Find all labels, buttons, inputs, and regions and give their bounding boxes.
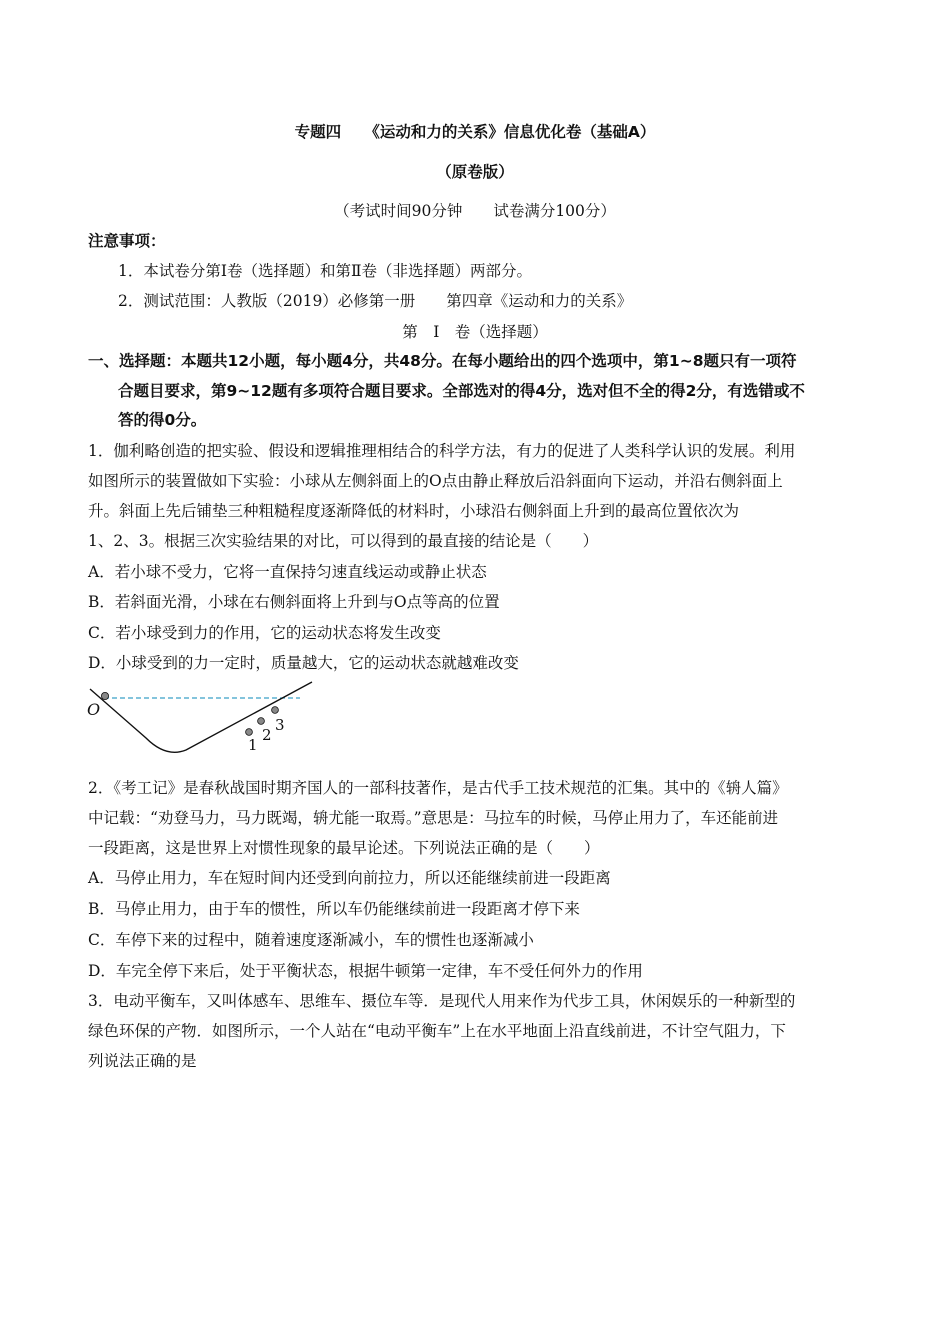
- exam-info: （考试时间90分钟 试卷满分100分）: [334, 202, 616, 220]
- q1-option-d: D．小球受到的力一定时，质量越大，它的运动状态就越难改变: [88, 654, 519, 672]
- section-instructions-line-3: 答的得0分。: [118, 411, 207, 429]
- ball-position-3: [272, 707, 279, 714]
- label-3: 3: [275, 716, 285, 734]
- q2-stem-line-1: 2．《考工记》是春秋战国时期齐国人的一部科技著作，是古代手工技术规范的汇集。其中的《辀人篇》: [88, 779, 788, 797]
- q1-option-a: A．若小球不受力，它将一直保持匀速直线运动或静止状态: [88, 563, 487, 581]
- ball-position-1: [246, 729, 253, 736]
- q2-option-d: D．车完全停下来后，处于平衡状态，根据牛顿第一定律，车不受任何外力的作用: [88, 962, 643, 980]
- q1-stem-line-4: 1、2、3。根据三次实验结果的对比，可以得到的最直接的结论是（ ）: [88, 532, 599, 550]
- label-2: 2: [262, 726, 272, 744]
- label-1: 1: [248, 736, 258, 754]
- q3-stem-line-1: 3．电动平衡车，又叫体感车、思维车、摄位车等．是现代人用来作为代步工具，休闲娱乐的一种新型的: [88, 992, 796, 1010]
- q2-stem-line-3: 一段距离，这是世界上对惯性现象的最早论述。下列说法正确的是（ ）: [88, 839, 600, 857]
- q1-ramp-figure: [86, 678, 321, 758]
- paper-subtitle: （原卷版）: [436, 163, 514, 181]
- q3-stem-line-2: 绿色环保的产物．如图所示，一个人站在“电动平衡车”上在水平地面上沿直线前进，不计空气阻力，下: [88, 1022, 786, 1040]
- notes-heading: 注意事项：: [88, 232, 166, 250]
- ball-position-2: [258, 718, 265, 725]
- q2-option-b: B．马停止用力，由于车的惯性，所以车仍能继续前进一段距离才停下来: [88, 900, 580, 918]
- paper-title: 专题四 《运动和力的关系》信息优化卷（基础A）: [294, 123, 656, 141]
- q1-stem-line-1: 1．伽利略创造的把实验、假设和逻辑推理相结合的科学方法，有力的促进了人类科学认识的发展。利用: [88, 442, 796, 460]
- q1-stem-line-2: 如图所示的装置做如下实验：小球从左侧斜面上的O点由静止释放后沿斜面向下运动，并沿右侧斜面上: [88, 472, 783, 490]
- q1-option-c: C．若小球受到力的作用，它的运动状态将发生改变: [88, 624, 441, 642]
- q2-stem-line-2: 中记载：“劝登马力，马力既竭，辀尤能一取焉。”意思是：马拉车的时候，马停止用力了，车还能前进: [88, 809, 779, 827]
- q3-stem-line-3: 列说法正确的是: [88, 1052, 197, 1070]
- q2-option-c: C．车停下来的过程中，随着速度逐渐减小，车的惯性也逐渐减小: [88, 931, 534, 949]
- section-instructions-line-1: 一、选择题：本题共12小题，每小题4分，共48分。在每小题给出的四个选项中，第1~8题只有一项符: [88, 352, 797, 370]
- label-origin: O: [87, 700, 101, 719]
- q1-option-b: B．若斜面光滑，小球在右侧斜面将上升到与O点等高的位置: [88, 593, 500, 611]
- section-title: 第 Ⅰ 卷（选择题）: [402, 323, 548, 341]
- note-item-1: 1．本试卷分第Ⅰ卷（选择题）和第Ⅱ卷（非选择题）两部分。: [118, 262, 533, 280]
- section-instructions-line-2: 合题目要求，第9~12题有多项符合题目要求。全部选对的得4分，选对但不全的得2分，有选错或不: [118, 382, 805, 400]
- q2-option-a: A．马停止用力，车在短时间内还受到向前拉力，所以还能继续前进一段距离: [88, 869, 611, 887]
- ball-origin: [101, 692, 108, 699]
- note-item-2: 2．测试范围：人教版（2019）必修第一册 第四章《运动和力的关系》: [118, 292, 633, 310]
- q1-stem-line-3: 升。斜面上先后铺垫三种粗糙程度逐渐降低的材料时，小球沿右侧斜面上升到的最高位置依次为: [88, 502, 740, 520]
